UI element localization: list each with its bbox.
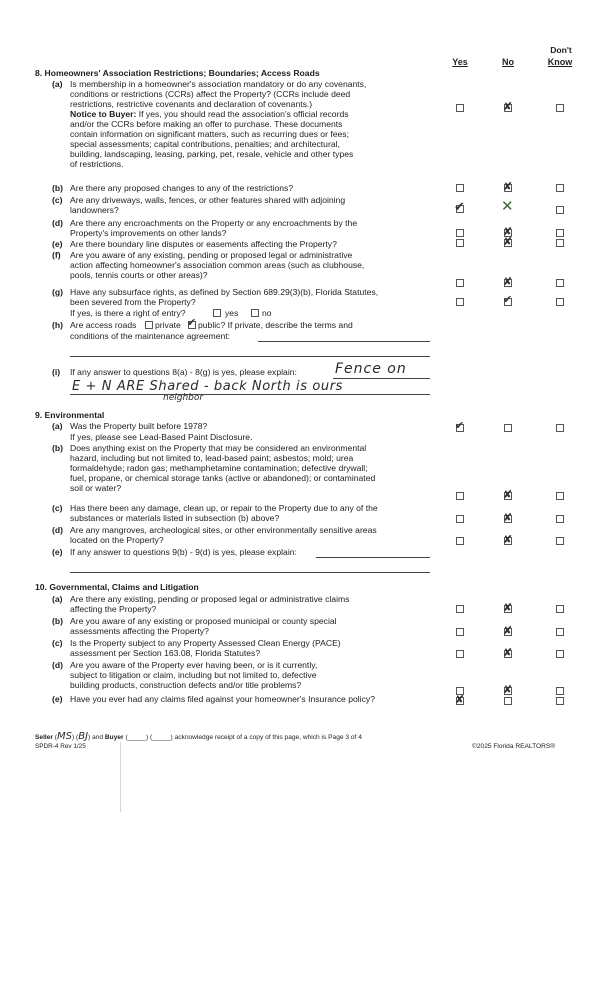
item-8f-line-1: Are you aware of any existing, pending or proposed legal or administrative <box>70 250 353 260</box>
item-8d-letter: (d) <box>52 218 63 228</box>
checkbox-10b-yes[interactable] <box>456 628 464 636</box>
item-10b-line-1: Are you aware of any existing or proposed municipal or county special <box>70 616 337 626</box>
right-of-entry-yes-checkbox[interactable] <box>213 309 221 317</box>
checkbox-8f-dontknow[interactable] <box>556 279 564 287</box>
item-8a-line-2: conditions or restrictions (CCRs) affect the Property? (CCRs include deed <box>70 89 351 99</box>
checkmark-10d-no: ✘ <box>503 683 513 696</box>
footer-acknowledgement: Seller (MS) (BJ) and Buyer (_____) (_____) acknowledge receipt of a copy of this page, which is Page 3 of 4 <box>35 731 362 742</box>
checkmark-10a-no: ✘ <box>503 601 513 614</box>
checkmark-8f-no: ✘ <box>503 275 513 288</box>
access-roads-private-label: private <box>155 320 181 330</box>
item-10c-line-1: Is the Property subject to any Property Assessed Clean Energy (PACE) <box>70 638 341 648</box>
access-roads-question: Are access roads <box>70 320 137 330</box>
scan-artifact-line <box>120 742 121 812</box>
item-8d-line-1: Are there any encroachments on the Property or any encroachments by the <box>70 218 358 228</box>
handwriting-8i-1: Fence on <box>335 361 407 377</box>
checkbox-8f-yes[interactable] <box>456 279 464 287</box>
item-8c-line-1: Are any driveways, walls, fences, or other features shared with adjoining <box>70 195 346 205</box>
seller-initials-2: BJ <box>78 731 89 742</box>
item-10c-letter: (c) <box>52 638 63 648</box>
checkbox-10d-dontknow[interactable] <box>556 687 564 695</box>
item-9e-line-1: If any answer to questions 9(b) - 9(d) is yes, please explain: <box>70 547 297 557</box>
right-of-entry-question: If yes, is there a right of entry? <box>70 308 186 318</box>
checkbox-9c-dontknow[interactable] <box>556 515 564 523</box>
checkbox-10a-yes[interactable] <box>456 605 464 613</box>
checkbox-10a-dontknow[interactable] <box>556 605 564 613</box>
section-8-heading: 8. Homeowners' Association Restrictions; Boundaries; Access Roads <box>35 68 320 78</box>
checkbox-9a-no[interactable] <box>504 424 512 432</box>
access-roads-public-label: public? If private, describe the terms and <box>198 320 353 330</box>
item-8a-notice-line-2: and/or the CCRs before making an offer to purchase. These documents <box>70 119 343 129</box>
item-8c-letter: (c) <box>52 195 63 205</box>
item-9d-line-1: Are any mangroves, archeological sites, or other environmentally sensitive areas <box>70 525 377 535</box>
explain-9-line-1 <box>316 557 430 558</box>
item-10a-line-1: Are there any existing, pending or proposed legal or administrative claims <box>70 594 350 604</box>
item-8a-line-3: restrictions, restrictive covenants and declaration of covenants.) <box>70 99 313 109</box>
checkbox-8a-yes[interactable] <box>456 104 464 112</box>
explain-8-line-1 <box>333 378 430 379</box>
right-of-entry-no-label: no <box>262 308 272 318</box>
item-10d-line-2: subject to litigation or claim, including but not limited to, defective <box>70 670 317 680</box>
item-9e-letter: (e) <box>52 547 63 557</box>
item-10e-line-1: Have you ever had any claims filed against your homeowner's Insurance policy? <box>70 694 375 704</box>
item-10d-letter: (d) <box>52 660 63 670</box>
checkmark-9a-yes: ✔ <box>455 419 465 432</box>
checkbox-8g-dontknow[interactable] <box>556 298 564 306</box>
checkbox-9d-dontknow[interactable] <box>556 537 564 545</box>
checkbox-8g-yes[interactable] <box>456 298 464 306</box>
item-8h-line-1 <box>70 320 136 330</box>
seller-initials-1: MS <box>57 731 72 742</box>
maintenance-agreement-line-1 <box>258 341 430 342</box>
item-9a-letter: (a) <box>52 421 63 431</box>
checkmark-9d-no: ✘ <box>503 533 513 546</box>
item-8a-notice-line-5: building, landscaping, leasing, parking, pet, resale, vehicle and other types <box>70 149 354 159</box>
item-9b-line-4: fuel, propane, or chemical storage tanks (active or abandoned); or contaminated <box>70 473 376 483</box>
item-10b-letter: (b) <box>52 616 63 626</box>
checkmark-8b-no: ✘ <box>503 180 513 193</box>
checkbox-8d-yes[interactable] <box>456 229 464 237</box>
checkbox-9a-dontknow[interactable] <box>556 424 564 432</box>
checkmark-9b-no: ✘ <box>503 488 513 501</box>
handwriting-8i-2: E + N ARE Shared - back North is ours <box>72 379 344 394</box>
buyer-label: Buyer <box>104 734 124 741</box>
copyright: ©2025 Florida REALTORS® <box>472 743 556 750</box>
checkbox-9c-yes[interactable] <box>456 515 464 523</box>
seller-label: Seller <box>35 734 53 741</box>
checkmark-10c-no: ✘ <box>503 646 513 659</box>
item-8a-line-1: Is membership in a homeowner's association mandatory or do any covenants, <box>70 79 367 89</box>
checkbox-8b-yes[interactable] <box>456 184 464 192</box>
item-8f-letter: (f) <box>52 250 61 260</box>
checkmark-8c-yes: ✔ <box>454 200 465 215</box>
right-of-entry-yes-label: yes <box>225 308 239 318</box>
checkbox-10e-no[interactable] <box>504 697 512 705</box>
explain-9-line-2 <box>70 572 430 573</box>
col-header-dont: Don't <box>550 45 572 55</box>
item-8f-line-2: action affecting homeowner's association common areas (such as clubhouse, <box>70 260 365 270</box>
item-10c-line-2: assessment per Section 163.08, Florida Statutes? <box>70 648 261 658</box>
checkbox-10c-yes[interactable] <box>456 650 464 658</box>
item-9c-line-2: substances or materials listed in subsection (b) above? <box>70 513 280 523</box>
item-8h-line-2: conditions of the maintenance agreement: <box>70 331 231 341</box>
acknowledge-text: acknowledge receipt of a copy of this page, which is Page 3 of 4 <box>174 734 362 741</box>
item-8b-line-1: Are there any proposed changes to any of the restrictions? <box>70 183 294 193</box>
item-9d-letter: (d) <box>52 525 63 535</box>
checkmark-access-roads-public: ✔ <box>187 316 197 329</box>
item-9b-line-5: soil or water? <box>70 483 122 493</box>
checkbox-8a-dontknow[interactable] <box>556 104 564 112</box>
item-8e-line-1: Are there boundary line disputes or easements affecting the Property? <box>70 239 337 249</box>
item-8a-notice-line-3: contain information on significant matters, such as recurring dues or fees; <box>70 129 349 139</box>
item-8d-line-2: Property's improvements on other lands? <box>70 228 227 238</box>
item-9b-line-1: Does anything exist on the Property that may be considered an environmental <box>70 443 367 453</box>
checkbox-10e-dontknow[interactable] <box>556 697 564 705</box>
item-9b-letter: (b) <box>52 443 63 453</box>
item-9a-line-1: Was the Property built before 1978? <box>70 421 208 431</box>
item-8c-line-2: landowners? <box>70 205 119 215</box>
item-8f-line-3: pools, tennis courts or other areas)? <box>70 270 208 280</box>
checkbox-8b-dontknow[interactable] <box>556 184 564 192</box>
item-8a-notice-line-4: special assessments; capital contributions, penalties; and architectural, <box>70 139 340 149</box>
item-8h-letter: (h) <box>52 320 63 330</box>
checkmark-9c-no: ✘ <box>503 511 513 524</box>
access-roads-private-checkbox[interactable] <box>145 321 153 329</box>
notice-text: If yes, you should read the association's official records <box>136 109 349 119</box>
item-8a-letter: (a) <box>52 79 63 89</box>
item-10e-letter: (e) <box>52 694 63 704</box>
item-8i-question: If any answer to questions 8(a) - 8(g) is yes, please explain: <box>70 367 297 377</box>
item-10d-line-3: building products, construction defects and/or title problems? <box>70 680 302 690</box>
item-9b-line-2: hazard, including but not limited to, lead-based paint; asbestos; mold; urea <box>70 453 354 463</box>
item-10a-line-2: affecting the Property? <box>70 604 157 614</box>
section-9-heading: 9. Environmental <box>35 410 105 420</box>
item-9c-line-1: Has there been any damage, clean up, or repair to the Property due to any of the <box>70 503 378 513</box>
handwritten-x-8c-no: ✕ <box>501 197 514 215</box>
handwriting-8i-3: neighbor <box>163 393 204 403</box>
checkbox-9b-yes[interactable] <box>456 492 464 500</box>
col-header-no: No <box>502 57 514 67</box>
checkbox-8e-yes[interactable] <box>456 239 464 247</box>
checkmark-10b-no: ✘ <box>503 624 513 637</box>
checkmark-8e-no: ✘ <box>503 235 513 248</box>
item-10b-line-2: assessments affecting the Property? <box>70 626 209 636</box>
and-text: and <box>90 734 105 741</box>
item-8a-notice-line-6: of restrictions. <box>70 159 124 169</box>
checkmark-8d-no: ✘ <box>503 225 513 238</box>
item-8g-line-1: Have any subsurface rights, as defined by Section 689.29(3)(b), Florida Statutes, <box>70 287 379 297</box>
maintenance-agreement-line-2 <box>70 356 430 357</box>
explain-8-line-2 <box>70 394 430 395</box>
checkbox-9d-yes[interactable] <box>456 537 464 545</box>
checkmark-8a-no: ✘ <box>503 100 513 113</box>
right-of-entry-no-checkbox[interactable] <box>251 309 259 317</box>
item-10a-letter: (a) <box>52 594 63 604</box>
item-8a-notice-line-1 <box>70 109 349 119</box>
form-id: SPDR-4 Rev 1/25 <box>35 743 86 750</box>
notice-to-buyer-label: Notice to Buyer: <box>70 109 137 119</box>
item-10d-line-1: Are you aware of the Property ever having been, or is it currently, <box>70 660 318 670</box>
buyer-initials-blanks: (_____) (_____) <box>123 734 175 741</box>
checkbox-8c-dontknow[interactable] <box>556 206 564 214</box>
checkbox-8e-dontknow[interactable] <box>556 239 564 247</box>
item-8g-line-2: been severed from the Property? <box>70 297 196 307</box>
checkmark-10e-yes: ✘ <box>455 693 465 706</box>
item-9a-line-2: If yes, please see Lead-Based Paint Disclosure. <box>70 432 253 442</box>
checkbox-10c-dontknow[interactable] <box>556 650 564 658</box>
item-8e-letter: (e) <box>52 239 63 249</box>
section-10-heading: 10. Governmental, Claims and Litigation <box>35 582 199 592</box>
item-9c-letter: (c) <box>52 503 63 513</box>
checkmark-8g-no: ✔ <box>503 293 513 306</box>
item-8g-letter: (g) <box>52 287 63 297</box>
col-header-yes: Yes <box>452 57 468 67</box>
col-header-know: Know <box>547 57 573 67</box>
item-8b-letter: (b) <box>52 183 63 193</box>
item-9b-line-3: formaldehyde; radon gas; methamphetamine contamination; defective drywall; <box>70 463 368 473</box>
item-9d-line-2: located on the Property? <box>70 535 164 545</box>
checkbox-9b-dontknow[interactable] <box>556 492 564 500</box>
item-8i-letter: (i) <box>52 367 61 377</box>
checkbox-8d-dontknow[interactable] <box>556 229 564 237</box>
checkbox-10b-dontknow[interactable] <box>556 628 564 636</box>
